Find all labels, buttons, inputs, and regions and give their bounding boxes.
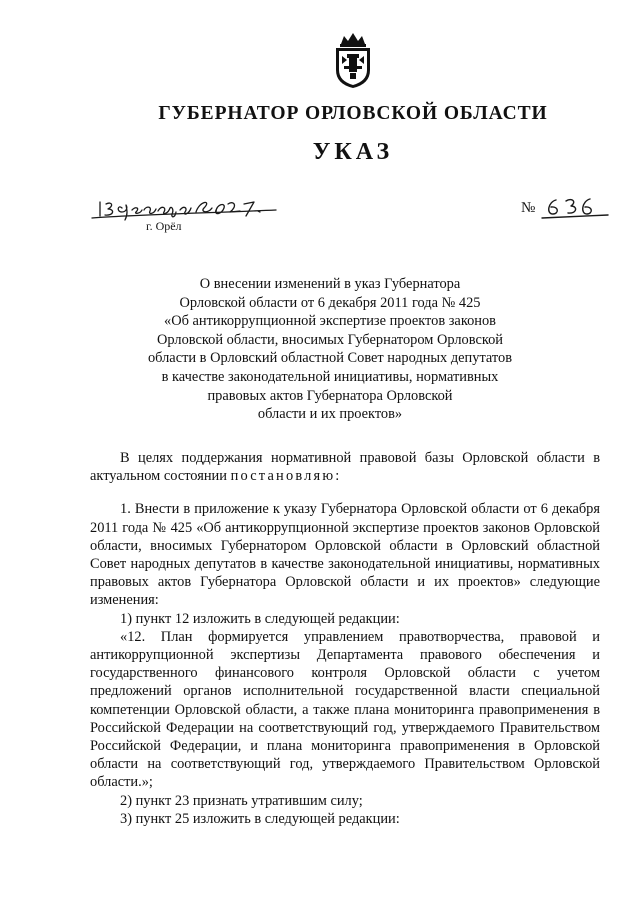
subject-line: Орловской области от 6 декабря 2011 года № 425 <box>179 294 481 311</box>
coat-of-arms-emblem <box>329 30 377 90</box>
subject-line: Орловской области, вносимых Губернатором Орловской <box>157 331 503 348</box>
subject-line: правовых актов Губернатора Орловской <box>207 387 453 404</box>
place-of-signing: г. Орёл <box>146 219 182 233</box>
subject-line: в качестве законодательной инициативы, нормативных <box>161 368 499 385</box>
paragraph-1: 1. Внести в приложение к указу Губернатора Орловской области от 6 декабря 2011 года № 425 «Об антикоррупционной экспертизе проектов законов Орловской области, вносимых Губернатором Орловской области в Орловский областной Совет народных депутатов в качестве законодательной инициативы, нормативных правовых актов Губернатора Орловской области и их проектов» следующие изменения: <box>90 501 600 609</box>
document-body <box>90 449 600 828</box>
handwritten-number <box>540 194 610 224</box>
organization-title: ГУБЕРНАТОР ОРЛОВСКОЙ ОБЛАСТИ <box>158 103 548 124</box>
intro-text: В целях поддержания нормативной правовой базы Орловской области в актуальном состоянии <box>90 450 600 485</box>
subject-line: О внесении изменений в указ Губернатора <box>199 276 461 292</box>
item-1: 1) пункт 12 изложить в следующей редакции: <box>120 610 400 627</box>
intro-paragraph <box>90 449 600 485</box>
document-subject <box>120 275 540 424</box>
handwritten-date <box>88 196 280 226</box>
document-type: УКАЗ <box>312 139 394 165</box>
number-label: № <box>521 200 536 216</box>
quoted-item-12: «12. План формируется управлением правотворчества, правовой и антикоррупционной экспертизы Департамента правового обеспечения и государственного финансового контроля Орловской области с учетом предложений органов исполнительной государственной власти специальной компетенции Орловской области, а также плана мониторинга правоприменения в Российской Федерации на соответствующий год, утверждаемого Правительством Российской Федерации, и плана мониторинга правоприменения в Орловской области на соответствующий год, утверждаемого Правительством Орловской области.»; <box>90 628 600 791</box>
item-3: 3) пункт 25 изложить в следующей редакции: <box>120 810 400 827</box>
subject-line: области в Орловский областной Совет народных депутатов <box>147 350 513 367</box>
decree-word: постановляю: <box>230 468 342 485</box>
item-2: 2) пункт 23 признать утратившим силу; <box>120 792 363 809</box>
subject-line: области и их проектов» <box>257 406 403 423</box>
subject-line: «Об антикоррупционной экспертизе проектов законов <box>164 313 496 330</box>
